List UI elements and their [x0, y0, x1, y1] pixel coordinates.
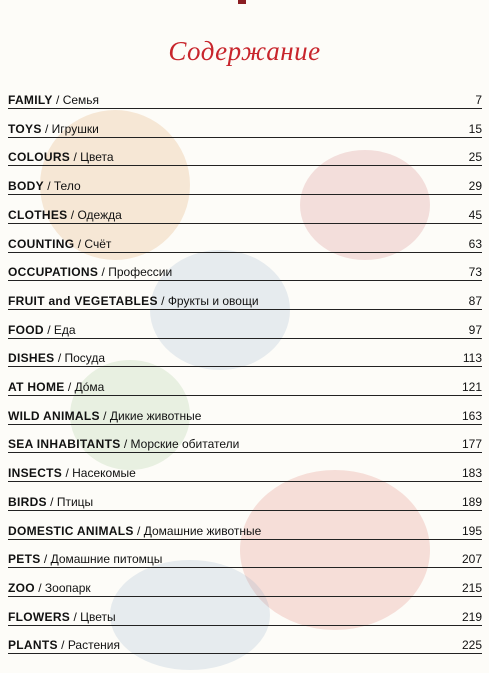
toc-entry-page-number: 7	[475, 93, 482, 107]
toc-entry-underline	[8, 653, 482, 654]
toc-entry	[8, 459, 482, 479]
toc-entry-underline	[8, 481, 482, 482]
toc-entry-page-number: 183	[461, 466, 482, 481]
toc-entry-underline	[8, 452, 482, 453]
toc-entry-separator: /	[67, 207, 78, 222]
toc-entry-page-number: 15	[468, 121, 482, 136]
toc-entry-page-number: 113	[462, 351, 482, 366]
toc-entry-separator: /	[99, 408, 110, 423]
toc-entry-russian-title: Насекомые	[72, 466, 136, 481]
toc-entry-russian-title: Дóма	[74, 380, 105, 394]
toc-entry-underline	[8, 223, 482, 224]
toc-entry-russian-title: Птицы	[56, 494, 94, 509]
toc-entry-page-number: 215	[461, 580, 482, 595]
toc-entry	[8, 402, 482, 422]
toc-entry-separator: /	[34, 580, 45, 595]
toc-entry-english-title: FAMILY	[8, 93, 53, 107]
toc-entry-russian-title: Морские обитатели	[130, 437, 240, 452]
toc-entry-underline	[8, 539, 482, 540]
toc-entry-english-title: FLOWERS	[8, 609, 71, 624]
toc-entry-russian-title: Семья	[62, 93, 100, 107]
toc-entry	[8, 373, 482, 393]
toc-entry	[8, 86, 482, 106]
toc-entry-separator: /	[40, 552, 51, 567]
toc-entry	[8, 258, 482, 278]
toc-entry-separator: /	[64, 380, 75, 394]
toc-entry-separator: /	[120, 437, 131, 452]
toc-entry-russian-title: Домашние животные	[143, 523, 262, 538]
toc-entry-russian-title: Дикие животные	[109, 408, 202, 423]
toc-entry-russian-title: Зоопарк	[44, 580, 91, 595]
toc-entry-russian-title: Игрушки	[51, 121, 99, 136]
toc-entry-underline	[8, 165, 482, 166]
toc-entry	[8, 143, 482, 163]
toc-entry-page-number: 177	[461, 437, 482, 452]
toc-entry-english-title: FRUIT and VEGETABLES	[8, 293, 158, 308]
toc-entry	[8, 488, 482, 508]
toc-entry-separator: /	[62, 466, 73, 481]
toc-entry-separator: /	[43, 179, 54, 194]
toc-entry	[8, 287, 482, 307]
toc-entry-english-title: COLOURS	[8, 150, 71, 165]
toc-entry-page-number: 63	[468, 236, 482, 251]
toc-entry-separator: /	[54, 351, 65, 366]
toc-entry	[8, 344, 482, 364]
toc-entry	[8, 603, 482, 623]
toc-entry-page-number: 225	[461, 638, 482, 653]
toc-entry-page-number: 207	[461, 552, 482, 567]
toc-entry-english-title: BODY	[8, 179, 44, 194]
toc-entry-page-number: 29	[468, 179, 482, 194]
toc-entry	[8, 430, 482, 450]
toc-entry-underline	[8, 338, 482, 339]
toc-entry	[8, 316, 482, 336]
toc-entry-russian-title: Тело	[53, 179, 81, 194]
toc-entry-separator: /	[74, 236, 85, 251]
toc-entry-english-title: DOMESTIC ANIMALS	[8, 523, 134, 538]
toc-entry-page-number: 97	[468, 322, 482, 337]
toc-entry-russian-title: Цвета	[80, 150, 114, 165]
toc-entry-russian-title: Фрукты и овощи	[167, 293, 259, 308]
toc-entry-underline	[8, 252, 482, 253]
toc-entry-page-number: 189	[461, 494, 482, 509]
toc-entry-underline	[8, 625, 482, 626]
toc-entry-page-number: 121	[461, 380, 482, 394]
toc-entry-english-title: COUNTING	[8, 236, 75, 251]
toc-entry-separator: /	[70, 609, 81, 624]
toc-entry-underline	[8, 309, 482, 310]
page-title: Содержание	[168, 36, 321, 66]
toc-entry-english-title: CLOTHES	[8, 207, 68, 222]
toc-entry-underline	[8, 510, 482, 511]
toc-entry-underline	[8, 280, 482, 281]
toc-entry-underline	[8, 108, 482, 109]
toc-entry-english-title: TOYS	[8, 121, 42, 136]
toc-entry-english-title: BIRDS	[8, 494, 47, 509]
toc-entry-russian-title: Еда	[53, 322, 76, 337]
toc-entry-russian-title: Посуда	[64, 351, 106, 366]
toc-entry	[8, 574, 482, 594]
toc-entry-page-number: 25	[468, 150, 482, 165]
toc-entry-underline	[8, 424, 482, 425]
toc-entry-english-title: PLANTS	[8, 638, 58, 653]
toc-entry-english-title: INSECTS	[8, 466, 63, 481]
toc-entry-russian-title: Счёт	[84, 236, 112, 251]
toc-entry-separator: /	[43, 322, 54, 337]
toc-entry-page-number: 219	[461, 609, 482, 624]
toc-entry-russian-title: Одежда	[77, 207, 122, 222]
toc-entry	[8, 115, 482, 135]
toc-entry-separator: /	[70, 150, 81, 165]
toc-entry	[8, 201, 482, 221]
toc-entry	[8, 631, 482, 651]
toc-entry-english-title: FOOD	[8, 322, 44, 337]
toc-entry-underline	[8, 137, 482, 138]
toc-entry-underline	[8, 366, 482, 367]
toc-entry-underline	[8, 596, 482, 597]
toc-entry-underline	[8, 194, 482, 195]
toc-entry-russian-title: Профессии	[108, 265, 173, 280]
toc-entry-page-number: 87	[468, 293, 482, 308]
toc-entry	[8, 230, 482, 250]
toc-entry-english-title: AT HOME	[8, 380, 65, 394]
toc-entry-russian-title: Растения	[67, 638, 120, 653]
toc-entry-separator: /	[57, 638, 68, 653]
toc-entry	[8, 517, 482, 537]
page-top-mark	[238, 0, 246, 4]
toc-entry-english-title: WILD ANIMALS	[8, 408, 100, 423]
toc-entry-english-title: DISHES	[8, 351, 55, 366]
toc-entry-english-title: ZOO	[8, 580, 35, 595]
toc-entry-page-number: 73	[468, 265, 482, 280]
toc-entry-separator: /	[52, 93, 63, 107]
toc-entry	[8, 172, 482, 192]
toc-entry-separator: /	[46, 494, 57, 509]
toc-entry-page-number: 195	[461, 523, 482, 538]
toc-entry-separator: /	[41, 121, 52, 136]
toc-entry-separator: /	[157, 293, 168, 308]
toc-entry-separator: /	[133, 523, 144, 538]
toc-entry-russian-title: Домашние питомцы	[50, 552, 163, 567]
toc-entry-russian-title: Цветы	[80, 609, 116, 624]
toc-entry-english-title: SEA INHABITANTS	[8, 437, 121, 452]
toc-entry-separator: /	[98, 265, 109, 280]
toc-entry-english-title: OCCUPATIONS	[8, 265, 99, 280]
toc-entry-page-number: 45	[468, 207, 482, 222]
toc-entry	[8, 545, 482, 565]
toc-entry-underline	[8, 395, 482, 396]
toc-entry-page-number: 163	[461, 408, 482, 423]
toc-entry-underline	[8, 567, 482, 568]
toc-entry-english-title: PETS	[8, 552, 41, 567]
